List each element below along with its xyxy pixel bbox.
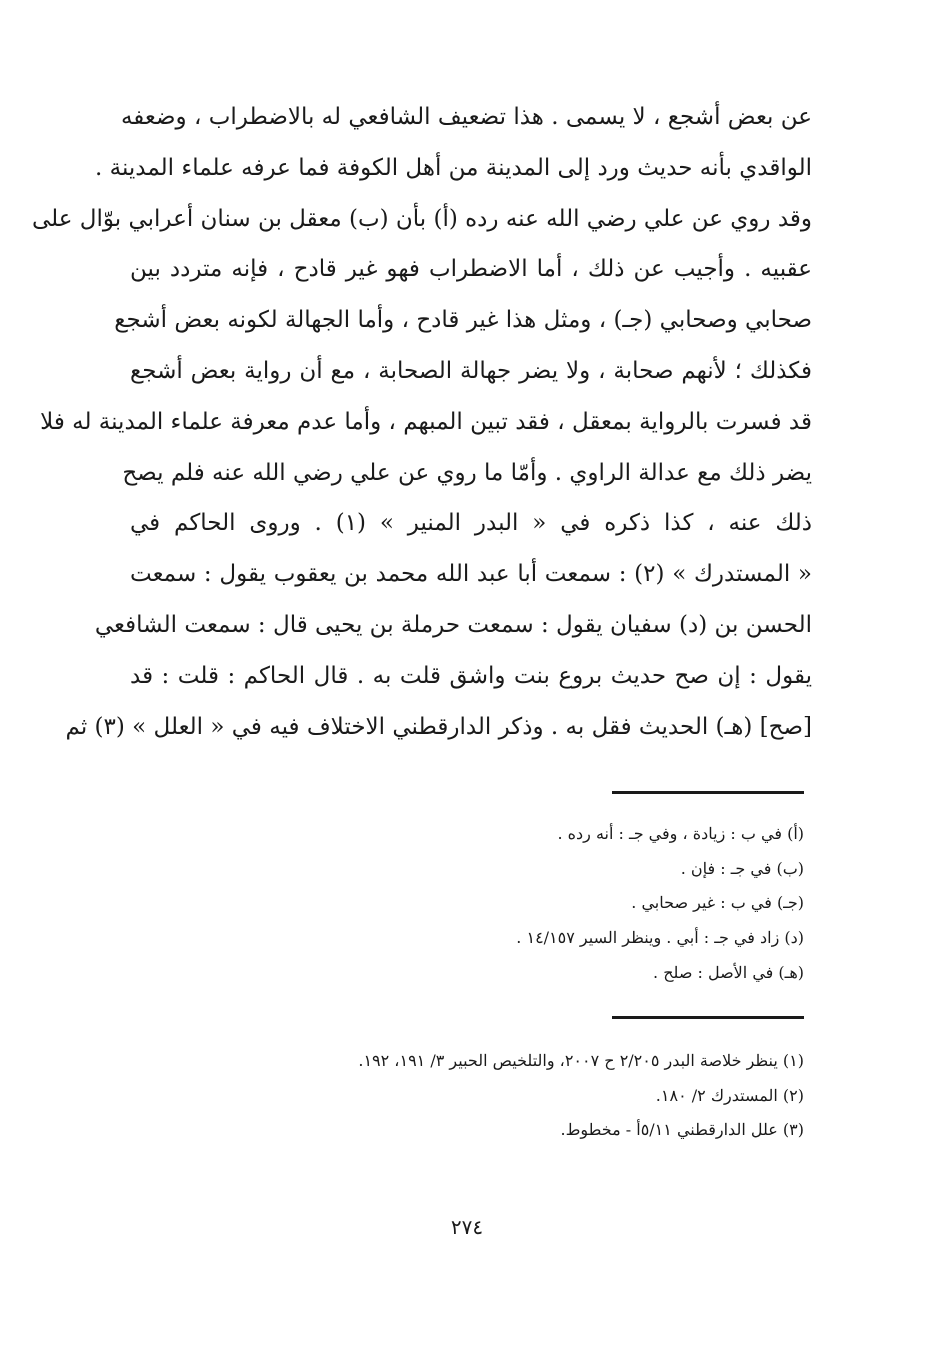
text-line: يقول : إن صح حديث بروع بنت واشق قلت به . قال الحاكم : قلت : قد [130,662,812,689]
variant-note: (د) زاد في جـ : أبي . وينظر السير ١٤/١٥٧ . [516,928,804,948]
variant-notes [104,817,804,990]
footnote-divider [612,1016,804,1019]
text-line: « المستدرك » (٢) : سمعت أبا عبد الله محمد بن يعقوب يقول : سمعت [130,561,813,588]
reference-notes [104,1044,804,1148]
variant-note: (جـ) في ب : غير صحابي . [631,893,804,913]
footnote-divider [612,791,804,794]
variant-note: (أ) في ب : زيادة ، وفي جـ : أنه رده . [557,824,804,843]
text-line: عقبيه . وأجيب عن ذلك ، أما الاضطراب فهو غير قادح ، فإنه متردد بين [130,256,812,283]
reference-note: (١) ينظر خلاصة البدر ٢/٢٠٥ ح ٢٠٠٧، والتلخيص الحبير ٣/ ١٩١، ١٩٢. [358,1051,804,1070]
reference-note: (٢) المستدرك ٢/ ١٨٠. [655,1085,804,1105]
variant-note: (ب) في جـ : فإن . [680,858,804,878]
text-line: وقد روي عن علي رضي الله عنه رده (أ) بأن (ب) معقل بن سنان أعرابي بوّال على [31,205,812,232]
reference-note: (٣) علل الدارقطني ٥/١١أ - مخطوط. [560,1120,804,1140]
text-line: الحسن بن (د) سفيان يقول : سمعت حرملة بن يحيى قال : سمعت الشافعي [94,611,812,638]
variant-note: (هـ) في الأصل : صلح . [653,962,804,982]
text-line: صحابي وصحابي (جـ) ، ومثل هذا غير قادح ، وأما الجهالة لكونه بعض أشجع [114,307,812,334]
text-line: عن بعض أشجع ، لا يسمى . هذا تضعيف الشافعي له بالاضطراب ، وضعفه [120,104,812,130]
text-line: فكذلك ؛ لأنهم صحابة ، ولا يضر جهالة الصحابة ، مع أن رواية بعض أشجع [130,357,812,384]
page-number: ٢٧٤ [450,1215,484,1239]
text-line: ذلك عنه ، كذا ذكره في « البدر المنير » (١) . وروى الحاكم في [130,510,812,537]
text-line: قد فسرت بالرواية بمعقل ، فقد تبين المبهم ، وأما عدم معرفة علماء المدينة له فلا [40,408,812,435]
main-text [31,92,813,752]
text-line: [صح] (هـ) الحديث فقل به . وذكر الدارقطني الاختلاف فيه في « العلل » (٣) ثم [65,713,812,740]
text-line: الواقدي بأنه حديث ورد إلى المدينة من أهل الكوفة فما عرفه علماء المدينة . [95,154,812,181]
text-line: يضر ذلك مع عدالة الراوي . وأمّا ما روي عن علي رضي الله عنه فلم يصح [122,459,812,486]
